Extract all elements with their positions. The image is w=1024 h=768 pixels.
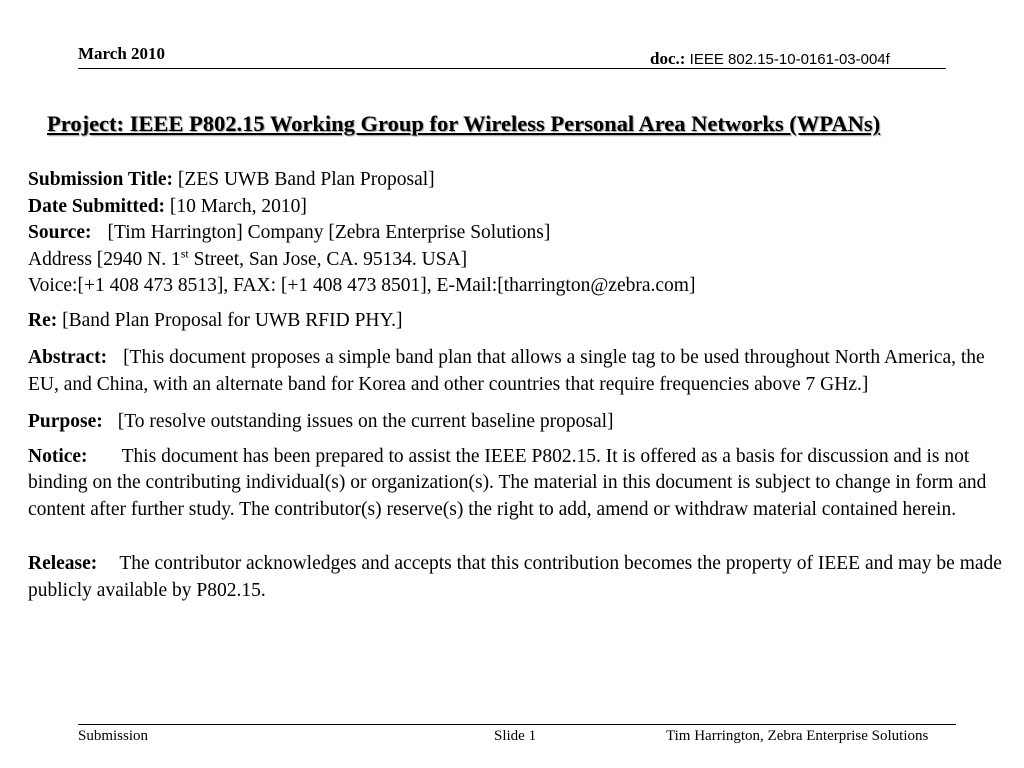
submission-title-line [28, 167, 1018, 194]
purpose-line [28, 409, 1018, 436]
contact-line: Voice:[+1 408 473 8513], FAX: [+1 408 473 8501], E-Mail:[tharrington@zebra.com] [28, 275, 696, 296]
abstract-label: Abstract: [28, 347, 108, 368]
purpose-value: [To resolve outstanding issues on the current baseline proposal] [117, 411, 614, 432]
re-line [28, 308, 1018, 335]
address-suffix: Street, San Jose, CA. 95134. USA] [188, 248, 468, 270]
header-date: March 2010 [78, 44, 166, 63]
source-line [28, 220, 1018, 247]
project-title: Project: IEEE P802.15 Working Group for Wireless Personal Area Networks (WPANs) [47, 111, 881, 136]
address-sup: st [180, 246, 189, 260]
submission-title-label: Submission Title: [28, 169, 174, 190]
submission-body [28, 167, 1018, 604]
re-label: Re: [28, 309, 58, 331]
date-submitted-line [28, 194, 1018, 221]
notice-label: Notice: [28, 445, 88, 467]
notice-paragraph [28, 444, 1018, 524]
footer-divider [78, 724, 956, 725]
notice-value: This document has been prepared to assist the IEEE P802.15. It is offered as a basis for discussion and is not binding on the contributing individual(s) or organization(s). The material in this document is subject to change in form and content after further study. The contributor(s) reserve(s) the right to add, amend or withdraw material contained herein. [28, 445, 987, 520]
doc-number: IEEE 802.15-10-0161-03-004f [689, 51, 890, 68]
source-value: [Tim Harrington] Company [Zebra Enterprise Solutions] [107, 222, 551, 243]
date-submitted-value: [10 March, 2010] [169, 195, 307, 217]
address-prefix: Address [2940 N. 1 [28, 248, 181, 270]
release-value: The contributor acknowledges and accepts that this contribution becomes the property of IEEE and may be made publicly available by P802.15. [28, 553, 1002, 601]
submission-title-value: [ZES UWB Band Plan Proposal] [177, 169, 435, 190]
abstract-value: [This document proposes a simple band plan that allows a single tag to be used throughout North America, the EU, and China, with an alternate band for Korea and other countries that require frequencies above 7 GHz.] [28, 347, 985, 395]
header-doc-id [650, 49, 890, 69]
re-value: [Band Plan Proposal for UWB RFID PHY.] [62, 309, 403, 331]
purpose-label: Purpose: [28, 411, 103, 432]
footer-author: Tim Harrington, Zebra Enterprise Solutions [666, 728, 929, 744]
footer-submission: Submission [78, 728, 149, 744]
date-submitted-label: Date Submitted: [28, 195, 166, 217]
header-divider [78, 68, 946, 69]
source-label: Source: [28, 222, 92, 243]
release-paragraph [28, 551, 1018, 604]
release-label: Release: [28, 553, 98, 574]
abstract-paragraph [28, 345, 1018, 398]
footer-slide-number: Slide 1 [494, 728, 537, 744]
doc-label: doc.: [650, 49, 686, 68]
address-line [28, 247, 1018, 274]
